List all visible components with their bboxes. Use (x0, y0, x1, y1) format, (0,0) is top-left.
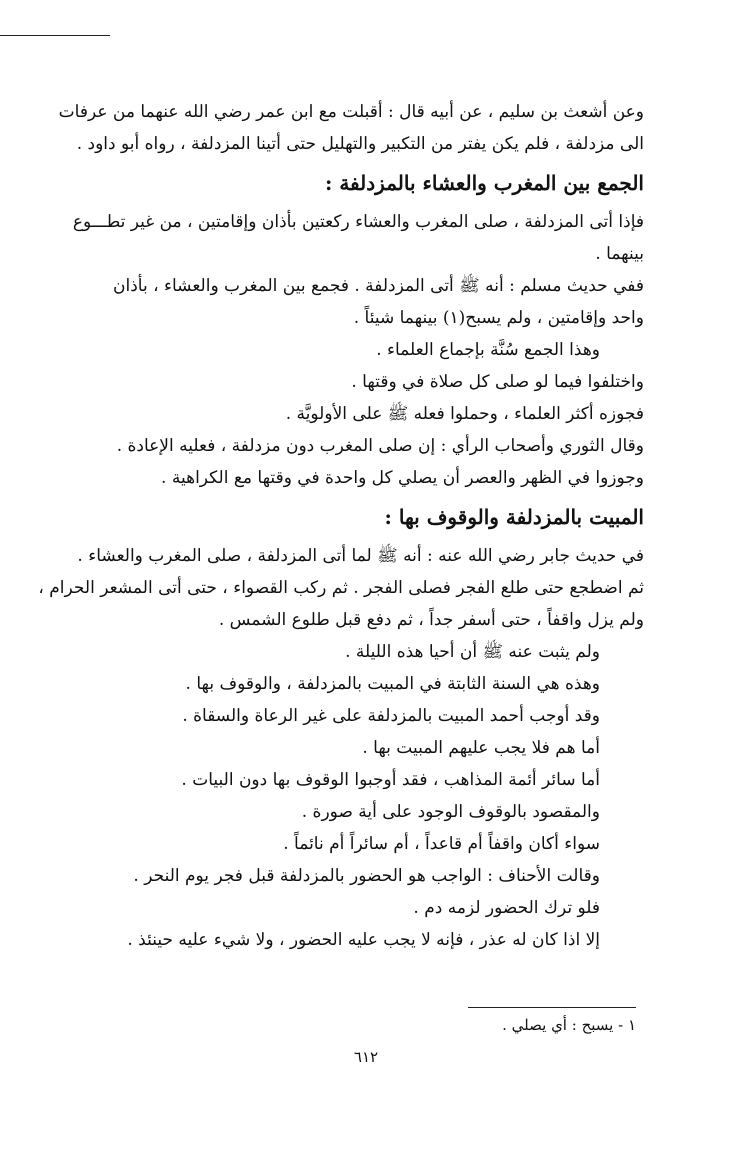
text-line: وقد أوجب أحمد المبيت بالمزدلفة على غير الرعاة والسقاة . (182, 706, 600, 726)
text-line: وقال الثوري وأصحاب الرأي : إن صلى المغرب دون مزدلفة ، فعليه الإعادة . (116, 436, 644, 456)
top-rule (0, 35, 110, 36)
text-line: فجوزه أكثر العلماء ، وحملوا فعله ﷺ على الأولويَّة . (285, 404, 644, 424)
footnote-divider (468, 1007, 636, 1008)
text-line: الى مزدلفة ، فلم يكن يفتر من التكبير والتهليل حتى أتينا المزدلفة ، رواه أبو داود . (76, 134, 644, 154)
text-line: وهذا الجمع سُنَّة بإجماع العلماء . (376, 340, 600, 360)
main-text (38, 96, 644, 956)
text-line: وهذه هي السنة الثابتة في المبيت بالمزدلفة ، والوقوف بها . (185, 674, 600, 694)
section-heading: الجمع بين المغرب والعشاء بالمزدلفة : (324, 171, 644, 195)
text-line: أما سائر أئمة المذاهب ، فقد أوجبوا الوقوف بها دون البيات . (181, 770, 600, 790)
text-line: ولم يثبت عنه ﷺ أن أحيا هذه الليلة . (345, 642, 600, 662)
text-line: وعن أشعث بن سليم ، عن أبيه قال : أقبلت مع ابن عمر رضي الله عنهما من عرفات (58, 102, 644, 122)
text-line: واختلفوا فيما لو صلى كل صلاة في وقتها . (351, 372, 644, 392)
page-number: ٦١٢ (353, 1048, 379, 1066)
text-line: فإذا أتى المزدلفة ، صلى المغرب والعشاء ركعتين بأذان وإقامتين ، من غير تطـــوع (72, 212, 644, 232)
footnote: ١ - يسبح : أي يصلي . (502, 1016, 636, 1034)
section-heading: المبيت بالمزدلفة والوقوف بها : (384, 505, 644, 529)
text-line: سواء أكان واقفاً أم قاعداً ، أم سائراً أم نائماً . (283, 834, 600, 854)
text-line: ثم اضطجع حتى طلع الفجر فصلى الفجر . ثم ركب القصواء ، حتى أتى المشعر الحرام ، (38, 578, 644, 598)
text-line: واحد وإقامتين ، ولم يسبح(١) بينهما شيئاً . (353, 308, 644, 328)
text-line: وقالت الأحناف : الواجب هو الحضور بالمزدلفة قبل فجر يوم النحر . (133, 866, 600, 886)
text-line: والمقصود بالوقوف الوجود على أية صورة . (301, 802, 600, 822)
text-line: في حديث جابر رضي الله عنه : أنه ﷺ لما أتى المزدلفة ، صلى المغرب والعشاء . (77, 546, 644, 566)
text-line: أما هم فلا يجب عليهم المبيت بها . (362, 738, 600, 758)
text-line: ولم يزل واقفاً ، حتى أسفر جداً ، ثم دفع قبل طلوع الشمس . (218, 610, 644, 630)
text-line: ففي حديث مسلم : أنه ﷺ أتى المزدلفة . فجمع بين المغرب والعشاء ، بأذان (113, 276, 644, 296)
text-line: إلا اذا كان له عذر ، فإنه لا يجب عليه الحضور ، ولا شيء عليه حينئذ . (127, 930, 600, 950)
text-line: فلو ترك الحضور لزمه دم . (413, 898, 600, 918)
text-line: وجوزوا في الظهر والعصر أن يصلي كل واحدة في وقتها مع الكراهية . (161, 468, 644, 488)
text-line: بينهما . (595, 244, 644, 264)
